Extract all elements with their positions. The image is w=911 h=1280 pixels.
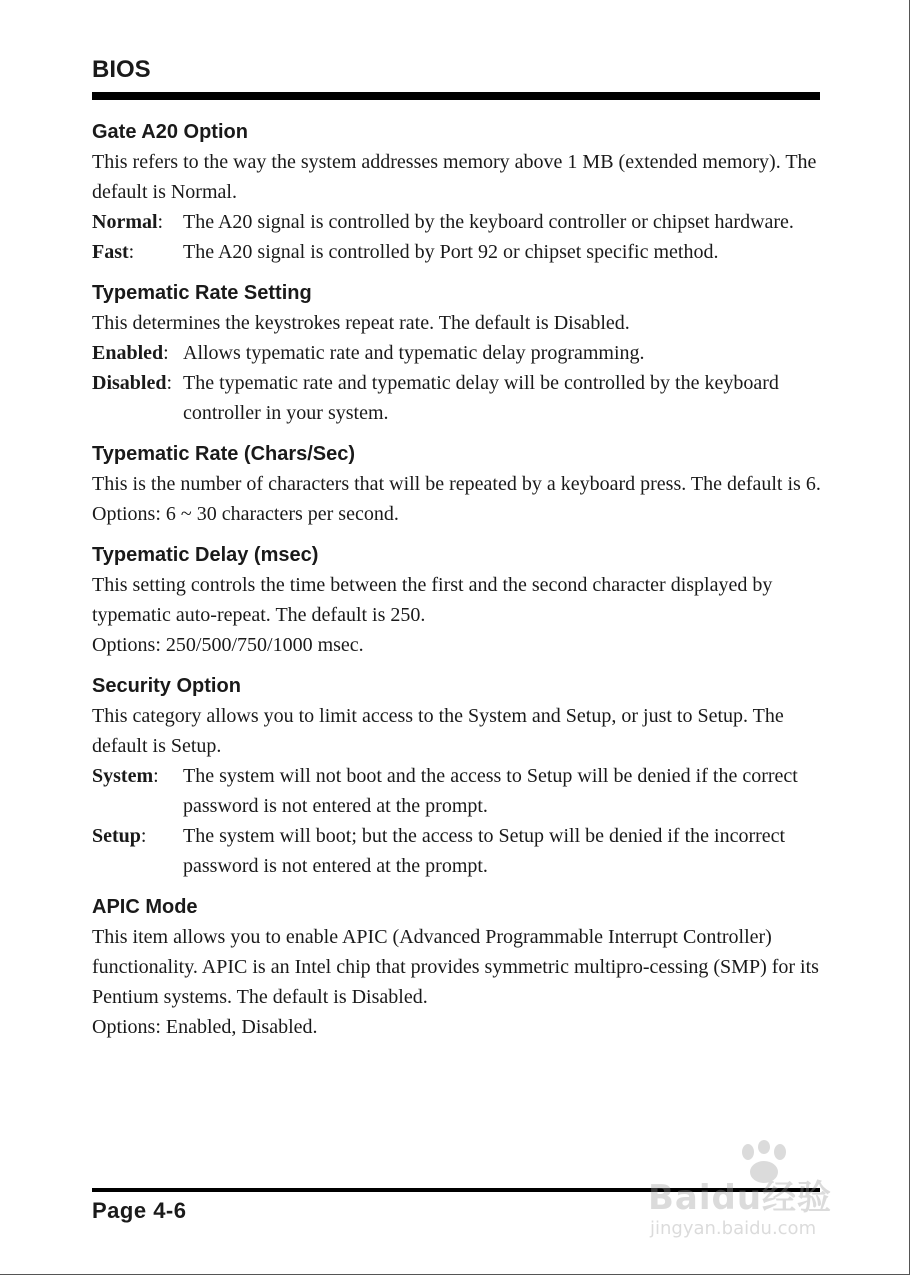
section <box>92 671 822 881</box>
section-title: Typematic Delay (msec) <box>92 544 319 566</box>
watermark-url: jingyan.baidu.com <box>650 1218 817 1239</box>
definition-term <box>92 821 183 881</box>
definition-term <box>92 207 183 237</box>
section-paragraph: This item allows you to enable APIC (Advanced Programmable Interrupt Controller) functionality. APIC is an Intel chip that provides symmetric multipro-cessing (SMP) for its Pentium systems. The default is Disabled. <box>92 926 819 1008</box>
page-number: Page 4-6 <box>92 1198 187 1223</box>
section-paragraph: This refers to the way the system addresses memory above 1 MB (extended memory). The default is Normal. <box>92 151 817 203</box>
section <box>92 439 822 529</box>
section-paragraph: This determines the keystrokes repeat rate. The default is Disabled. <box>92 312 630 334</box>
definition-term-text: Fast <box>92 241 129 263</box>
section-paragraph: Options: 250/500/750/1000 msec. <box>92 634 364 656</box>
definition-desc: The system will boot; but the access to Setup will be denied if the incorrect password is not entered at the prompt. <box>183 825 786 877</box>
definition-item <box>92 821 822 881</box>
definition-term <box>92 237 183 267</box>
term-colon: : <box>140 825 147 847</box>
definition-desc: Allows typematic rate and typematic delay programming. <box>183 342 645 364</box>
definition-desc: The A20 signal is controlled by Port 92 or chipset specific method. <box>183 241 719 263</box>
definition-term-text: Enabled <box>92 342 164 364</box>
section-title: Typematic Rate Setting <box>92 282 312 304</box>
definition-term-text: Setup <box>92 825 141 847</box>
section <box>92 892 822 1042</box>
section-paragraph: Options: 6 ~ 30 characters per second. <box>92 503 399 525</box>
watermark-brand: Baidu经验 <box>648 1178 833 1218</box>
term-colon: : <box>157 211 164 233</box>
document-body <box>92 117 822 1053</box>
definition-desc: The system will not boot and the access to Setup will be denied if the correct password is not entered at the prompt. <box>183 765 798 817</box>
section-title: APIC Mode <box>92 896 198 918</box>
definition-item <box>92 368 822 428</box>
section-paragraph: Options: Enabled, Disabled. <box>92 1016 318 1038</box>
term-colon: : <box>128 241 135 263</box>
section-title: Security Option <box>92 675 241 697</box>
definition-term-text: System <box>92 765 154 787</box>
term-colon: : <box>166 372 173 394</box>
section <box>92 278 822 428</box>
header-rule <box>92 92 820 100</box>
page-header-title: BIOS <box>92 56 151 83</box>
definition-item <box>92 338 822 368</box>
definition-term <box>92 338 183 368</box>
term-colon: : <box>163 342 169 364</box>
definition-item <box>92 207 822 237</box>
baidu-watermark <box>648 1140 858 1250</box>
section <box>92 117 822 267</box>
section-title: Gate A20 Option <box>92 121 248 143</box>
definition-desc: The typematic rate and typematic delay will be controlled by the keyboard controller in your system. <box>183 372 779 424</box>
definition-item <box>92 761 822 821</box>
definition-item <box>92 237 822 267</box>
definition-term <box>92 761 183 821</box>
section <box>92 540 822 660</box>
definition-term-text: Disabled <box>92 372 167 394</box>
section-paragraph: This is the number of characters that will be repeated by a keyboard press. The default is 6. <box>92 473 821 495</box>
definition-term <box>92 368 183 428</box>
definition-term-text: Normal <box>92 211 158 233</box>
term-colon: : <box>153 765 159 787</box>
section-paragraph: This setting controls the time between the first and the second character displayed by typematic auto-repeat. The default is 250. <box>92 574 773 626</box>
section-paragraph: This category allows you to limit access to the System and Setup, or just to Setup. The default is Setup. <box>92 705 784 757</box>
definition-desc: The A20 signal is controlled by the keyboard controller or chipset hardware. <box>183 211 794 233</box>
section-title: Typematic Rate (Chars/Sec) <box>92 443 356 465</box>
